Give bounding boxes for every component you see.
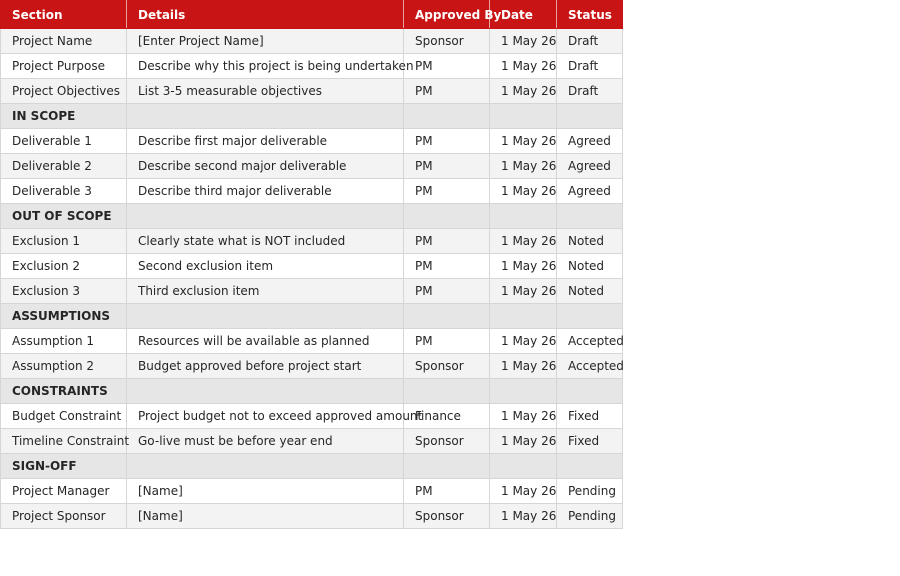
approved-by-cell[interactable] bbox=[404, 379, 490, 404]
status-cell[interactable]: Pending bbox=[557, 479, 623, 504]
details-cell[interactable]: List 3-5 measurable objectives bbox=[127, 79, 404, 104]
approved-by-cell[interactable]: PM bbox=[404, 79, 490, 104]
details-cell[interactable] bbox=[127, 304, 404, 329]
status-cell[interactable] bbox=[557, 204, 623, 229]
status-cell[interactable]: Fixed bbox=[557, 404, 623, 429]
status-cell[interactable]: Accepted bbox=[557, 329, 623, 354]
date-cell[interactable] bbox=[490, 204, 557, 229]
approved-by-cell[interactable]: Sponsor bbox=[404, 429, 490, 454]
approved-by-cell[interactable]: PM bbox=[404, 129, 490, 154]
details-cell[interactable] bbox=[127, 454, 404, 479]
date-cell[interactable]: 1 May 26 bbox=[490, 29, 557, 54]
section-cell[interactable]: Project Objectives bbox=[1, 79, 127, 104]
approved-by-cell[interactable]: PM bbox=[404, 229, 490, 254]
section-header-row bbox=[1, 304, 623, 329]
section-cell[interactable]: Exclusion 1 bbox=[1, 229, 127, 254]
table-row bbox=[1, 129, 623, 154]
section-cell[interactable]: Exclusion 3 bbox=[1, 279, 127, 304]
date-cell[interactable]: 1 May 26 bbox=[490, 354, 557, 379]
date-cell[interactable]: 1 May 26 bbox=[490, 429, 557, 454]
details-cell[interactable]: Clearly state what is NOT included bbox=[127, 229, 404, 254]
date-cell[interactable] bbox=[490, 454, 557, 479]
status-cell[interactable]: Noted bbox=[557, 229, 623, 254]
section-cell[interactable]: Project Name bbox=[1, 29, 127, 54]
status-cell[interactable]: Draft bbox=[557, 79, 623, 104]
details-cell[interactable]: Project budget not to exceed approved amount bbox=[127, 404, 404, 429]
details-cell[interactable]: [Enter Project Name] bbox=[127, 29, 404, 54]
status-cell[interactable]: Pending bbox=[557, 504, 623, 529]
section-header-row bbox=[1, 454, 623, 479]
details-cell[interactable]: Go-live must be before year end bbox=[127, 429, 404, 454]
section-header-row bbox=[1, 104, 623, 129]
section-cell[interactable]: Deliverable 3 bbox=[1, 179, 127, 204]
status-cell[interactable]: Noted bbox=[557, 279, 623, 304]
section-cell[interactable]: ASSUMPTIONS bbox=[1, 304, 127, 329]
header-date[interactable]: Date bbox=[490, 1, 557, 29]
details-cell[interactable]: Resources will be available as planned bbox=[127, 329, 404, 354]
header-details[interactable]: Details bbox=[127, 1, 404, 29]
table-row bbox=[1, 29, 623, 54]
status-cell[interactable]: Agreed bbox=[557, 179, 623, 204]
date-cell[interactable]: 1 May 26 bbox=[490, 54, 557, 79]
table-row bbox=[1, 179, 623, 204]
approved-by-cell[interactable]: PM bbox=[404, 279, 490, 304]
details-cell[interactable] bbox=[127, 204, 404, 229]
details-cell[interactable]: Second exclusion item bbox=[127, 254, 404, 279]
date-cell[interactable]: 1 May 26 bbox=[490, 254, 557, 279]
details-cell[interactable] bbox=[127, 379, 404, 404]
status-cell[interactable] bbox=[557, 454, 623, 479]
section-cell[interactable]: Project Sponsor bbox=[1, 504, 127, 529]
approved-by-cell[interactable]: Finance bbox=[404, 404, 490, 429]
approved-by-cell[interactable]: PM bbox=[404, 254, 490, 279]
header-approved-by[interactable]: Approved By bbox=[404, 1, 490, 29]
approved-by-cell[interactable] bbox=[404, 204, 490, 229]
table-row bbox=[1, 279, 623, 304]
approved-by-cell[interactable]: Sponsor bbox=[404, 504, 490, 529]
section-header-row bbox=[1, 204, 623, 229]
details-cell[interactable]: [Name] bbox=[127, 504, 404, 529]
section-cell[interactable]: Deliverable 1 bbox=[1, 129, 127, 154]
section-cell[interactable]: OUT OF SCOPE bbox=[1, 204, 127, 229]
details-cell[interactable]: Third exclusion item bbox=[127, 279, 404, 304]
table-row bbox=[1, 154, 623, 179]
table-row bbox=[1, 429, 623, 454]
date-cell[interactable] bbox=[490, 304, 557, 329]
status-cell[interactable]: Accepted bbox=[557, 354, 623, 379]
approved-by-cell[interactable] bbox=[404, 454, 490, 479]
status-cell[interactable] bbox=[557, 379, 623, 404]
details-cell[interactable]: Describe third major deliverable bbox=[127, 179, 404, 204]
section-cell[interactable]: Deliverable 2 bbox=[1, 154, 127, 179]
approved-by-cell[interactable] bbox=[404, 104, 490, 129]
date-cell[interactable]: 1 May 26 bbox=[490, 229, 557, 254]
status-cell[interactable]: Fixed bbox=[557, 429, 623, 454]
section-cell[interactable]: Exclusion 2 bbox=[1, 254, 127, 279]
details-cell[interactable] bbox=[127, 104, 404, 129]
approved-by-cell[interactable] bbox=[404, 304, 490, 329]
approved-by-cell[interactable]: PM bbox=[404, 179, 490, 204]
date-cell[interactable]: 1 May 26 bbox=[490, 154, 557, 179]
approved-by-cell[interactable]: PM bbox=[404, 479, 490, 504]
status-cell[interactable]: Draft bbox=[557, 54, 623, 79]
details-cell[interactable]: Describe second major deliverable bbox=[127, 154, 404, 179]
status-cell[interactable]: Agreed bbox=[557, 154, 623, 179]
section-cell[interactable]: Project Purpose bbox=[1, 54, 127, 79]
table-row bbox=[1, 229, 623, 254]
section-cell[interactable]: Timeline Constraint bbox=[1, 429, 127, 454]
header-status[interactable]: Status bbox=[557, 1, 623, 29]
details-cell[interactable]: Describe why this project is being undertaken bbox=[127, 54, 404, 79]
section-cell[interactable]: CONSTRAINTS bbox=[1, 379, 127, 404]
details-cell[interactable]: [Name] bbox=[127, 479, 404, 504]
table-row bbox=[1, 329, 623, 354]
section-cell[interactable]: SIGN-OFF bbox=[1, 454, 127, 479]
table-row bbox=[1, 79, 623, 104]
approved-by-cell[interactable]: Sponsor bbox=[404, 354, 490, 379]
date-cell[interactable]: 1 May 26 bbox=[490, 479, 557, 504]
table-body bbox=[1, 29, 623, 529]
details-cell[interactable]: Describe first major deliverable bbox=[127, 129, 404, 154]
status-cell[interactable]: Noted bbox=[557, 254, 623, 279]
section-cell[interactable]: Assumption 1 bbox=[1, 329, 127, 354]
table-row bbox=[1, 54, 623, 79]
table-row bbox=[1, 354, 623, 379]
section-header-row bbox=[1, 379, 623, 404]
header-section[interactable]: Section bbox=[1, 1, 127, 29]
date-cell[interactable] bbox=[490, 379, 557, 404]
section-cell[interactable]: IN SCOPE bbox=[1, 104, 127, 129]
table-row bbox=[1, 254, 623, 279]
status-cell[interactable]: Agreed bbox=[557, 129, 623, 154]
header-row bbox=[1, 1, 623, 29]
section-cell[interactable]: Budget Constraint bbox=[1, 404, 127, 429]
status-cell[interactable]: Draft bbox=[557, 29, 623, 54]
section-cell[interactable]: Assumption 2 bbox=[1, 354, 127, 379]
date-cell[interactable]: 1 May 26 bbox=[490, 279, 557, 304]
date-cell[interactable]: 1 May 26 bbox=[490, 179, 557, 204]
table-row bbox=[1, 479, 623, 504]
status-cell[interactable] bbox=[557, 304, 623, 329]
date-cell[interactable]: 1 May 26 bbox=[490, 504, 557, 529]
section-cell[interactable]: Project Manager bbox=[1, 479, 127, 504]
date-cell[interactable]: 1 May 26 bbox=[490, 404, 557, 429]
table-row bbox=[1, 404, 623, 429]
approved-by-cell[interactable]: PM bbox=[404, 329, 490, 354]
approved-by-cell[interactable]: PM bbox=[404, 54, 490, 79]
details-cell[interactable]: Budget approved before project start bbox=[127, 354, 404, 379]
date-cell[interactable]: 1 May 26 bbox=[490, 129, 557, 154]
table-row bbox=[1, 504, 623, 529]
approved-by-cell[interactable]: PM bbox=[404, 154, 490, 179]
date-cell[interactable]: 1 May 26 bbox=[490, 79, 557, 104]
approved-by-cell[interactable]: Sponsor bbox=[404, 29, 490, 54]
status-cell[interactable] bbox=[557, 104, 623, 129]
date-cell[interactable]: 1 May 26 bbox=[490, 329, 557, 354]
date-cell[interactable] bbox=[490, 104, 557, 129]
